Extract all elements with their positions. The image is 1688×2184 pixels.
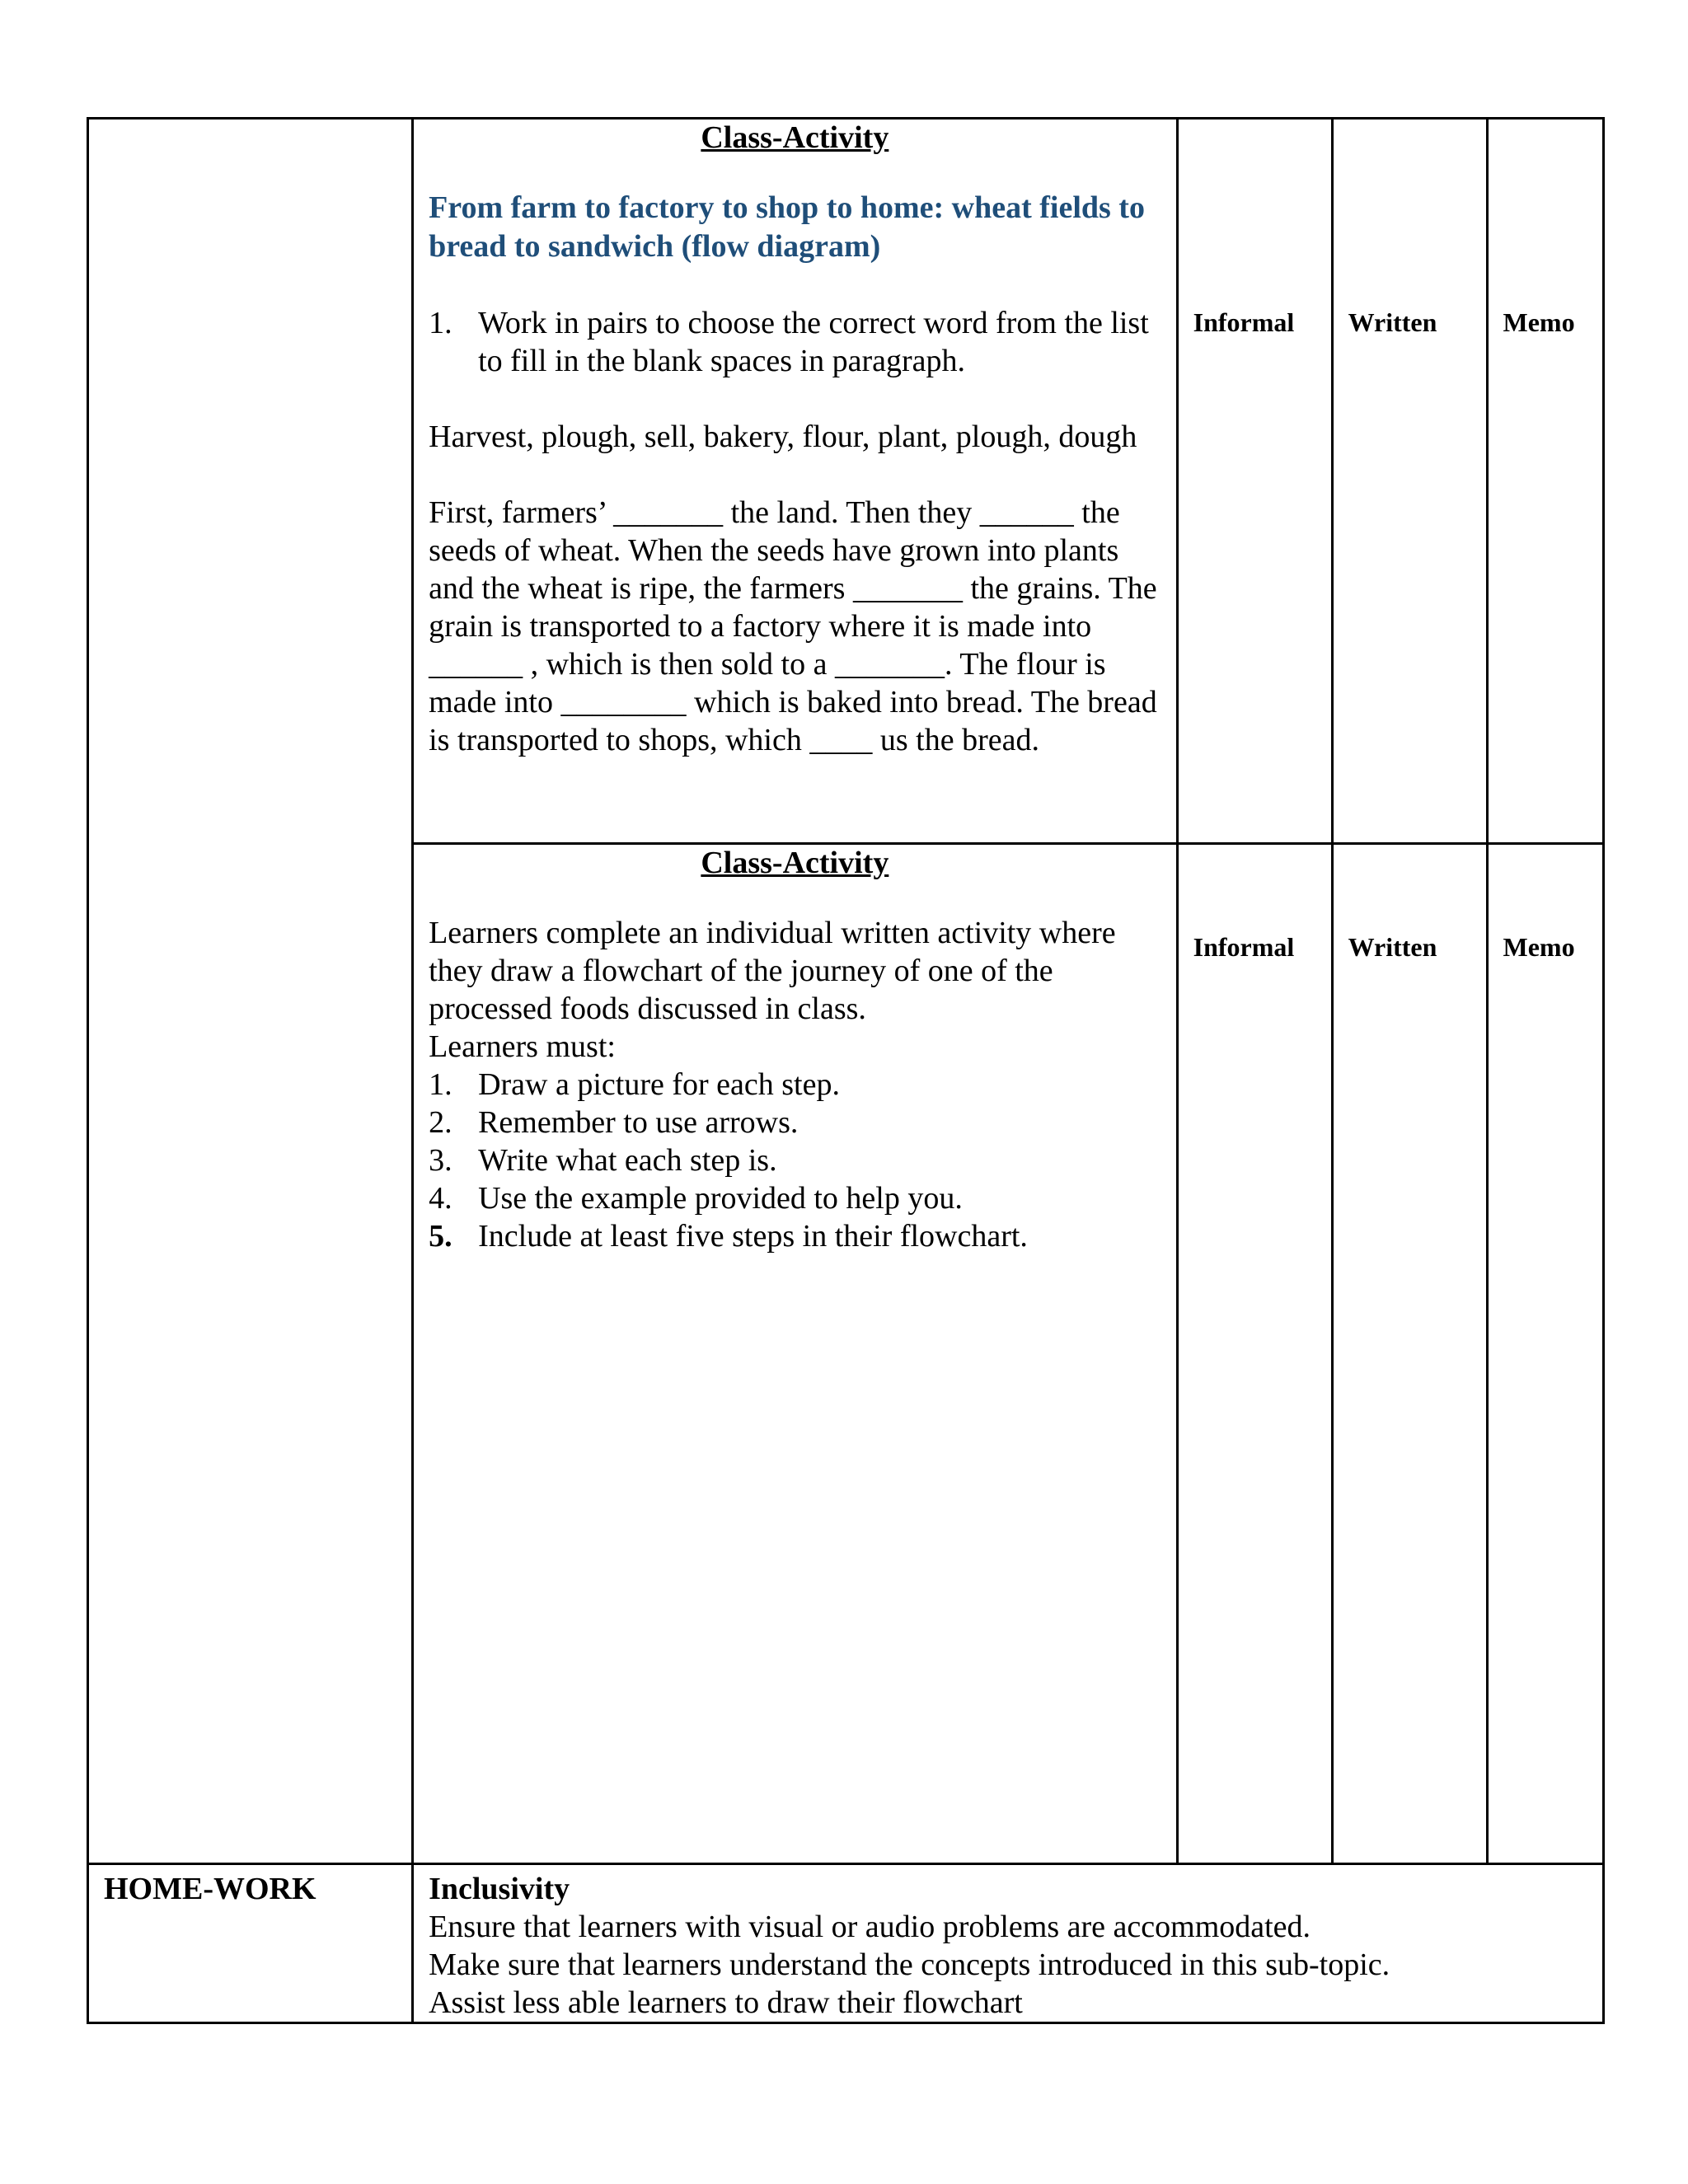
list-item	[429, 304, 1161, 380]
homework-label-cell	[88, 1864, 413, 2023]
assessment-type-cell	[1177, 119, 1332, 844]
assessment-tool-cell	[1487, 844, 1603, 1864]
instruction-list	[429, 304, 1161, 380]
list-item	[429, 1104, 1161, 1141]
lesson-plan-table	[87, 117, 1605, 2024]
assessment-tool: Memo	[1503, 932, 1575, 962]
activity-intro: Learners complete an individual written activity where they draw a flowchart of the journey of one of the processed foods discussed in class.	[429, 916, 1116, 1026]
list-item	[429, 1141, 1161, 1179]
instruction-text: Work in pairs to choose the correct word from the list to fill in the blank spaces in paragraph.	[478, 306, 1149, 378]
inclusivity-heading: Inclusivity	[429, 1872, 570, 1906]
list-number: 2.	[429, 1105, 452, 1140]
steps-list	[429, 1066, 1161, 1255]
step-text: Use the example provided to help you.	[478, 1181, 963, 1216]
inclusivity-line: Ensure that learners with visual or audio problems are accommodated.	[429, 1910, 1311, 1944]
activity-subtitle: From farm to factory to shop to home: wheat fields to bread to sandwich (flow diagram)	[429, 190, 1145, 264]
step-text: Write what each step is.	[478, 1143, 777, 1178]
list-number: 4.	[429, 1181, 452, 1216]
assessment-method-cell	[1332, 119, 1487, 844]
activity-heading: Class-Activity	[701, 846, 889, 880]
assessment-method-cell	[1332, 844, 1487, 1864]
activity-cell-1	[413, 119, 1178, 844]
list-number: 1.	[429, 1067, 452, 1102]
learners-must-label: Learners must:	[429, 1029, 616, 1064]
inclusivity-line: Assist less able learners to draw their flowchart	[429, 1985, 1023, 2020]
homework-row	[88, 1864, 1604, 2023]
activity-cell-2	[413, 844, 1178, 1864]
step-text: Include at least five steps in their flowchart.	[478, 1219, 1028, 1254]
inclusivity-cell	[413, 1864, 1604, 2023]
homework-label: HOME-WORK	[104, 1872, 316, 1906]
assessment-method: Written	[1348, 307, 1437, 337]
list-number: 5.	[429, 1219, 452, 1254]
list-item	[429, 1217, 1161, 1255]
step-text: Remember to use arrows.	[478, 1105, 799, 1140]
list-item	[429, 1179, 1161, 1217]
word-list: Harvest, plough, sell, bakery, flour, plant, plough, dough	[429, 419, 1137, 454]
step-text: Draw a picture for each step.	[478, 1067, 840, 1102]
list-item	[429, 1066, 1161, 1104]
list-number: 3.	[429, 1143, 452, 1178]
assessment-tool-cell	[1487, 119, 1603, 844]
assessment-method: Written	[1348, 932, 1437, 962]
activity-row-1	[88, 119, 1604, 844]
fill-in-paragraph: First, farmers’ _______ the land. Then they ______ the seeds of wheat. When the seeds have grown into plants and the wheat is ripe, the farmers _______ the grains. The grain is transported to a factory where it is made into ______ , which is then sold to a _______. The flour is made into ________ which is baked into bread. The bread is transported to shops, which ____ us the bread.	[429, 495, 1157, 757]
assessment-tool: Memo	[1503, 307, 1575, 337]
inclusivity-line: Make sure that learners understand the concepts introduced in this sub-topic.	[429, 1947, 1390, 1982]
assessment-type: Informal	[1193, 307, 1295, 337]
assessment-type: Informal	[1193, 932, 1295, 962]
activity-heading: Class-Activity	[701, 120, 889, 155]
list-number: 1.	[429, 306, 452, 340]
left-empty-cell	[88, 119, 413, 1864]
assessment-type-cell	[1177, 844, 1332, 1864]
